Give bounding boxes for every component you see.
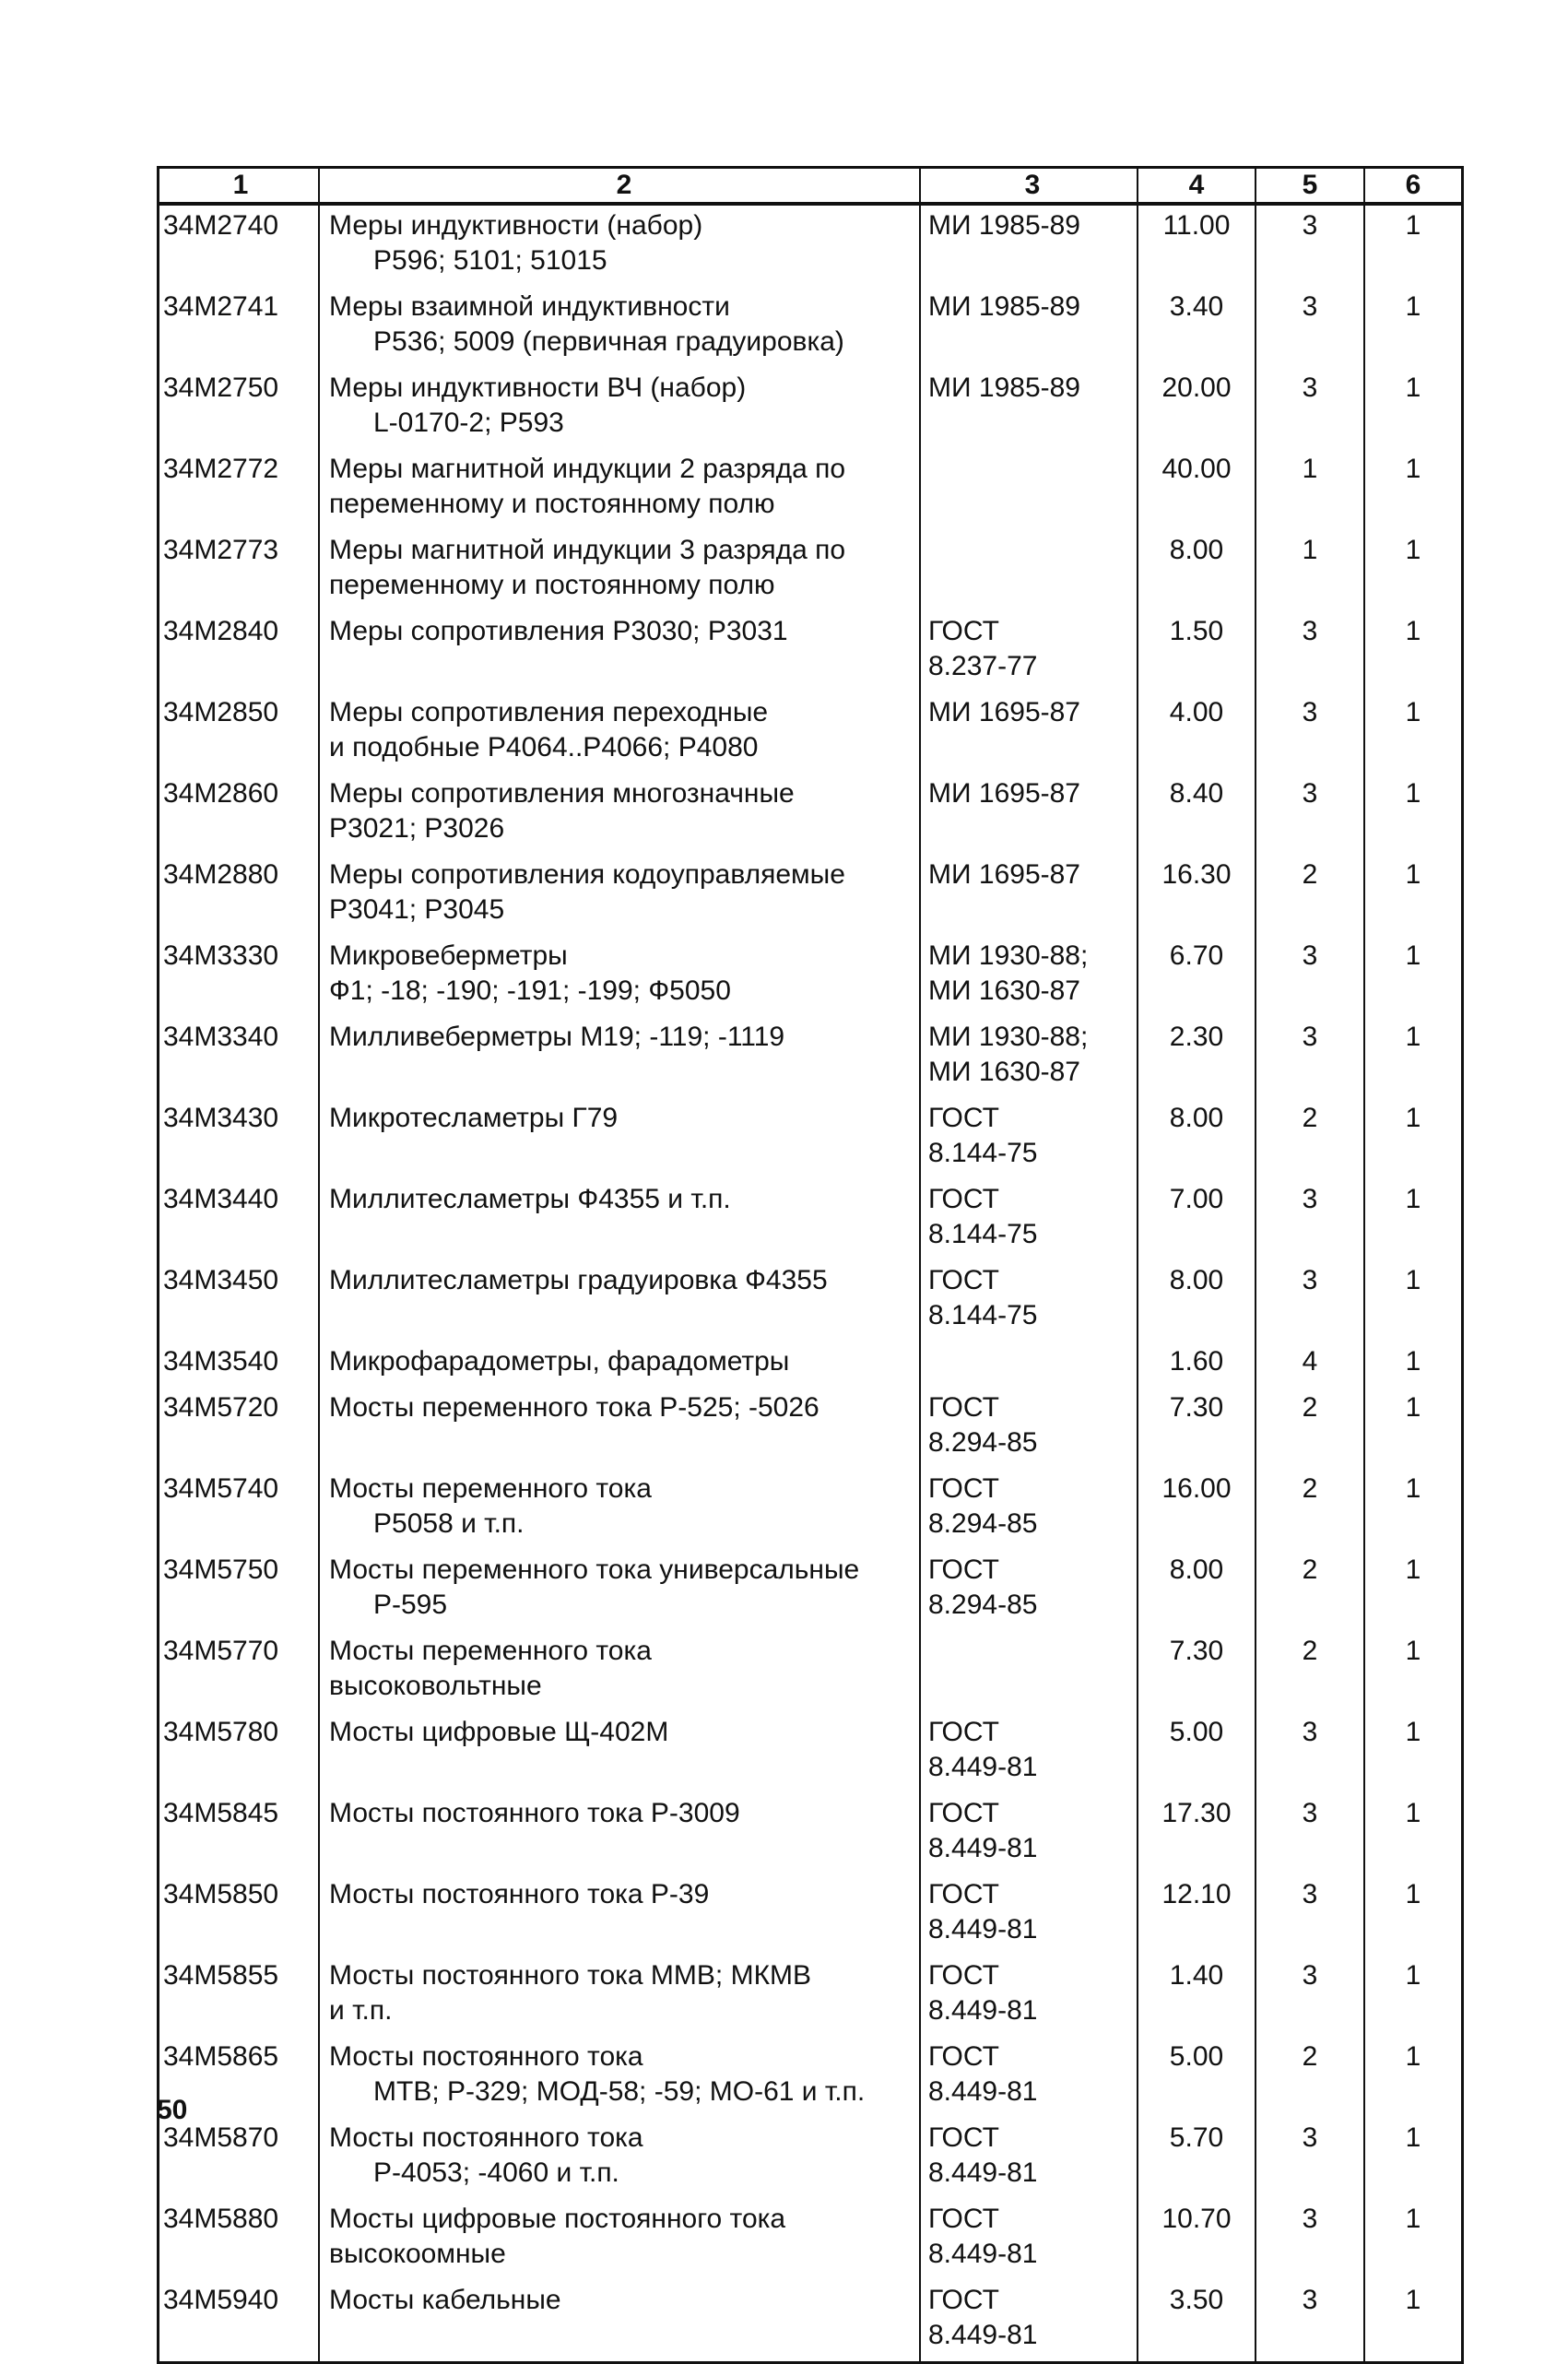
item-standard [921, 1631, 1138, 1712]
item-standard-line: 8.449-81 [928, 2076, 1038, 2107]
item-name-line: Меры индуктивности (набор) [329, 210, 703, 241]
item-name-line: Меры взаимной индуктивности [329, 291, 730, 322]
item-code: 34M5770 [159, 1631, 320, 1712]
item-code: 34M5750 [159, 1550, 320, 1631]
item-code: 34M2880 [159, 855, 320, 936]
item-code: 34M5865 [159, 2037, 320, 2118]
item-price: 2.30 [1138, 1017, 1256, 1098]
item-name [320, 1098, 921, 1179]
item-name-line: Мосты постоянного тока P-39 [329, 1879, 710, 1909]
item-name-line: P536; 5009 (первичная градуировка) [373, 326, 844, 357]
item-standard [921, 1179, 1138, 1260]
item-name-line: и подобные P4064..P4066; P4080 [329, 732, 759, 762]
item-name-line: Мосты постоянного тока ММВ; МКМВ [329, 1960, 812, 1991]
item-col-5: 3 [1256, 2280, 1365, 2361]
table-row [159, 206, 1461, 287]
item-col-5: 3 [1256, 1712, 1365, 1793]
item-col-6: 1 [1405, 1184, 1421, 1214]
item-col-5: 1 [1256, 530, 1365, 611]
item-col-5: 2 [1256, 1550, 1365, 1631]
item-code: 34M5720 [159, 1388, 320, 1469]
item-standard-line: 8.237-77 [928, 651, 1038, 681]
item-standard-line: ГОСТ [928, 1879, 999, 1909]
item-price: 3.40 [1138, 287, 1256, 368]
item-price: 7.30 [1138, 1388, 1256, 1469]
item-standard [921, 1550, 1138, 1631]
item-standard [921, 2199, 1138, 2280]
item-standard [921, 287, 1138, 368]
item-name-line: P3021; P3026 [329, 813, 505, 844]
item-standard-line: МИ 1930-88; [928, 940, 1089, 971]
item-name-line: Мосты переменного тока P-525; -5026 [329, 1392, 819, 1423]
item-col-6: 1 [1405, 1022, 1421, 1052]
item-name [320, 287, 921, 368]
item-col-6: 1 [1405, 210, 1421, 241]
table-row [159, 2280, 1461, 2361]
item-standard-line: 8.449-81 [928, 2320, 1038, 2350]
item-col-6: 1 [1405, 859, 1421, 890]
item-col-5: 3 [1256, 1260, 1365, 1342]
item-standard-line: МИ 1630-87 [928, 975, 1080, 1006]
item-col-5: 2 [1256, 1388, 1365, 1469]
item-code: 34M3540 [159, 1342, 320, 1388]
item-code: 34M3430 [159, 1098, 320, 1179]
item-name-line: Мосты кабельные [329, 2285, 561, 2315]
item-name [320, 1956, 921, 2037]
item-name [320, 2199, 921, 2280]
table-row [159, 1342, 1461, 1388]
item-standard-line: ГОСТ [928, 1184, 999, 1214]
item-standard-line: ГОСТ [928, 2204, 999, 2234]
item-name-line: Мосты постоянного тока [329, 2041, 643, 2072]
item-col-6: 1 [1405, 1879, 1421, 1909]
table-row [159, 1179, 1461, 1260]
item-col-5: 3 [1256, 1017, 1365, 1098]
item-col-5: 2 [1256, 1469, 1365, 1550]
item-col-6: 1 [1405, 1798, 1421, 1828]
item-col-5: 1 [1256, 449, 1365, 530]
item-standard [921, 1017, 1138, 1098]
item-standard [921, 1388, 1138, 1469]
item-col-5: 3 [1256, 774, 1365, 855]
table-row [159, 1017, 1461, 1098]
item-standard-line: МИ 1695-87 [928, 697, 1080, 727]
item-name-line: Меры сопротивления P3030; P3031 [329, 616, 788, 646]
item-standard [921, 692, 1138, 774]
item-standard-line: МИ 1695-87 [928, 778, 1080, 809]
item-code: 34M2741 [159, 287, 320, 368]
item-code: 34M5740 [159, 1469, 320, 1550]
item-standard-line: 8.449-81 [928, 2157, 1038, 2188]
item-price: 4.00 [1138, 692, 1256, 774]
table-row [159, 611, 1461, 692]
header-col-6: 6 [1405, 170, 1421, 200]
item-col-6: 1 [1405, 291, 1421, 322]
item-name [320, 1712, 921, 1793]
item-col-6: 1 [1405, 1960, 1421, 1991]
item-col-5: 3 [1256, 368, 1365, 449]
item-price: 11.00 [1138, 206, 1256, 287]
price-table [157, 166, 1464, 2364]
item-name-line: Меры сопротивления многозначные [329, 778, 795, 809]
item-code: 34M5850 [159, 1874, 320, 1956]
item-standard [921, 1260, 1138, 1342]
page-number: 50 [157, 2095, 188, 2125]
item-name [320, 1388, 921, 1469]
item-standard-line: ГОСТ [928, 2041, 999, 2072]
item-price: 10.70 [1138, 2199, 1256, 2280]
item-standard [921, 1712, 1138, 1793]
item-standard-line: 8.294-85 [928, 1508, 1038, 1539]
header-col-4: 4 [1138, 169, 1256, 202]
item-code: 34M3450 [159, 1260, 320, 1342]
item-name [320, 1469, 921, 1550]
item-col-5: 3 [1256, 1956, 1365, 2037]
item-standard [921, 206, 1138, 287]
item-code: 34M2740 [159, 206, 320, 287]
item-standard [921, 1874, 1138, 1956]
item-standard-line: 8.294-85 [928, 1590, 1038, 1620]
item-price: 8.00 [1138, 1098, 1256, 1179]
item-col-6: 1 [1405, 697, 1421, 727]
item-name-line: Меры индуктивности ВЧ (набор) [329, 372, 747, 403]
item-col-5: 3 [1256, 287, 1365, 368]
item-price: 8.40 [1138, 774, 1256, 855]
header-col-5: 5 [1256, 169, 1365, 202]
item-name-line: переменному и постоянному полю [329, 570, 775, 600]
item-standard-line: ГОСТ [928, 1265, 999, 1295]
item-price: 8.00 [1138, 1260, 1256, 1342]
item-col-6: 1 [1405, 2285, 1421, 2315]
item-name [320, 1550, 921, 1631]
item-name [320, 1179, 921, 1260]
item-standard [921, 449, 1138, 530]
table-row [159, 774, 1461, 855]
item-standard [921, 1793, 1138, 1874]
item-standard-line: ГОСТ [928, 1798, 999, 1828]
item-col-5: 3 [1256, 1874, 1365, 1956]
table-body [159, 206, 1461, 2361]
item-col-6: 1 [1405, 1717, 1421, 1747]
item-name [320, 1874, 921, 1956]
item-name-line: Меры сопротивления кодоуправляемые [329, 859, 845, 890]
item-standard-line: МИ 1985-89 [928, 210, 1080, 241]
header-col-3: 3 [921, 169, 1138, 202]
item-standard [921, 2280, 1138, 2361]
item-standard-line: 8.144-75 [928, 1219, 1038, 1249]
table-row [159, 1260, 1461, 1342]
item-code: 34M5845 [159, 1793, 320, 1874]
item-standard-line: МИ 1695-87 [928, 859, 1080, 890]
item-name [320, 206, 921, 287]
item-name [320, 1631, 921, 1712]
table-row [159, 1550, 1461, 1631]
item-col-6: 1 [1405, 1265, 1421, 1295]
item-name-line: P3041; P3045 [329, 894, 505, 925]
item-name [320, 692, 921, 774]
item-name [320, 368, 921, 449]
item-price: 7.30 [1138, 1631, 1256, 1712]
item-price: 1.40 [1138, 1956, 1256, 2037]
item-col-5: 3 [1256, 611, 1365, 692]
item-col-5: 3 [1256, 206, 1365, 287]
item-standard-line: 8.449-81 [928, 1833, 1038, 1863]
item-standard-line: 8.294-85 [928, 1427, 1038, 1458]
item-name-line: Мосты цифровые Щ-402M [329, 1717, 669, 1747]
item-name [320, 449, 921, 530]
item-name-line: Микрофарадометры, фарадометры [329, 1346, 790, 1377]
item-standard-line: 8.449-81 [928, 1995, 1038, 2026]
table-header-row [159, 169, 1461, 206]
item-standard-line: МИ 1985-89 [928, 372, 1080, 403]
item-col-5: 2 [1256, 1098, 1365, 1179]
item-name [320, 855, 921, 936]
table-row [159, 1469, 1461, 1550]
item-standard [921, 855, 1138, 936]
item-standard-line: ГОСТ [928, 616, 999, 646]
item-price: 8.00 [1138, 530, 1256, 611]
item-name-line: P-595 [373, 1590, 448, 1620]
item-price: 40.00 [1138, 449, 1256, 530]
item-standard-line: 8.449-81 [928, 1752, 1038, 1782]
item-standard [921, 774, 1138, 855]
item-col-5: 2 [1256, 2037, 1365, 2118]
item-price: 1.50 [1138, 611, 1256, 692]
item-col-5: 3 [1256, 1179, 1365, 1260]
table-row [159, 2199, 1461, 2280]
item-standard-line: ГОСТ [928, 2122, 999, 2153]
item-code: 34M2860 [159, 774, 320, 855]
item-standard [921, 1469, 1138, 1550]
item-name-line: L-0170-2; P593 [373, 408, 564, 438]
item-col-6: 1 [1405, 454, 1421, 484]
item-standard-line: ГОСТ [928, 1473, 999, 1504]
item-name-line: P5058 и т.п. [373, 1508, 525, 1539]
item-standard-line: ГОСТ [928, 2285, 999, 2315]
item-name [320, 1342, 921, 1388]
item-name [320, 1793, 921, 1874]
item-col-5: 3 [1256, 692, 1365, 774]
item-name-line: Мосты постоянного тока P-3009 [329, 1798, 740, 1828]
item-name [320, 530, 921, 611]
item-price: 6.70 [1138, 936, 1256, 1017]
table-row [159, 368, 1461, 449]
item-code: 34M3340 [159, 1017, 320, 1098]
item-col-6: 1 [1405, 1346, 1421, 1377]
item-name [320, 1017, 921, 1098]
item-standard-line: ГОСТ [928, 1392, 999, 1423]
item-name-line: Мосты переменного тока универсальные [329, 1554, 860, 1585]
item-code: 34M5855 [159, 1956, 320, 2037]
item-standard-line: МИ 1930-88; [928, 1022, 1089, 1052]
item-col-6: 1 [1405, 2041, 1421, 2072]
item-name-line: Мосты переменного тока [329, 1473, 652, 1504]
item-name-line: МТВ; P-329; МОД-58; -59; МО-61 и т.п. [373, 2076, 866, 2107]
item-price: 1.60 [1138, 1342, 1256, 1388]
item-standard-line: 8.144-75 [928, 1138, 1038, 1168]
item-name [320, 2037, 921, 2118]
item-price: 17.30 [1138, 1793, 1256, 1874]
item-price: 7.00 [1138, 1179, 1256, 1260]
item-price: 8.00 [1138, 1550, 1256, 1631]
item-price: 5.00 [1138, 2037, 1256, 2118]
item-price: 5.00 [1138, 1712, 1256, 1793]
item-name [320, 774, 921, 855]
item-standard [921, 1342, 1138, 1388]
table-row [159, 2037, 1461, 2118]
table-row [159, 1874, 1461, 1956]
item-col-6: 1 [1405, 2122, 1421, 2153]
item-code: 34M2773 [159, 530, 320, 611]
item-name-line: и т.п. [329, 1995, 393, 2026]
item-code: 34M2750 [159, 368, 320, 449]
item-code: 34M2850 [159, 692, 320, 774]
item-standard-line: ГОСТ [928, 1554, 999, 1585]
table-row [159, 287, 1461, 368]
item-standard-line: 8.449-81 [928, 2239, 1038, 2269]
item-col-5: 2 [1256, 1631, 1365, 1712]
item-standard [921, 936, 1138, 1017]
item-col-5: 3 [1256, 1793, 1365, 1874]
item-name-line: Миллитесламетры градуировка Ф4355 [329, 1265, 828, 1295]
item-code: 34M5940 [159, 2280, 320, 2361]
item-code: 34M5880 [159, 2199, 320, 2280]
item-price: 12.10 [1138, 1874, 1256, 1956]
item-col-6: 1 [1405, 1103, 1421, 1133]
item-name-line: Мосты постоянного тока [329, 2122, 643, 2153]
item-price: 16.00 [1138, 1469, 1256, 1550]
header-col-1: 1 [159, 169, 320, 202]
table-row [159, 855, 1461, 936]
item-standard-line: ГОСТ [928, 1717, 999, 1747]
item-code: 34M2840 [159, 611, 320, 692]
item-standard-line: МИ 1985-89 [928, 291, 1080, 322]
item-col-6: 1 [1405, 616, 1421, 646]
item-code: 34M3440 [159, 1179, 320, 1260]
item-price: 16.30 [1138, 855, 1256, 936]
item-col-5: 3 [1256, 2199, 1365, 2280]
item-code: 34M5780 [159, 1712, 320, 1793]
table-row [159, 1956, 1461, 2037]
item-standard-line: МИ 1630-87 [928, 1057, 1080, 1087]
item-standard [921, 2037, 1138, 2118]
item-standard-line: ГОСТ [928, 1103, 999, 1133]
item-code: 34M2772 [159, 449, 320, 530]
item-standard [921, 1098, 1138, 1179]
item-col-6: 1 [1405, 940, 1421, 971]
item-name-line: переменному и постоянному полю [329, 489, 775, 519]
item-col-6: 1 [1405, 1473, 1421, 1504]
item-name-line: Мосты переменного тока [329, 1636, 652, 1666]
item-standard [921, 2118, 1138, 2199]
item-standard-line: 8.144-75 [928, 1300, 1038, 1330]
item-col-6: 1 [1405, 1554, 1421, 1585]
table-row [159, 530, 1461, 611]
item-name [320, 2118, 921, 2199]
item-price: 3.50 [1138, 2280, 1256, 2361]
item-standard [921, 1956, 1138, 2037]
item-price: 5.70 [1138, 2118, 1256, 2199]
table-row [159, 936, 1461, 1017]
item-name-line: Меры магнитной индукции 3 разряда по [329, 535, 846, 565]
item-col-6: 1 [1405, 778, 1421, 809]
item-name-line: Меры сопротивления переходные [329, 697, 769, 727]
item-col-6: 1 [1405, 1636, 1421, 1666]
item-name-line: Микровеберметры [329, 940, 568, 971]
item-name-line: Милливеберметры M19; -119; -1119 [329, 1022, 785, 1052]
table-row [159, 1631, 1461, 1712]
table-row [159, 2118, 1461, 2199]
item-standard-line: 8.449-81 [928, 1914, 1038, 1944]
table-row [159, 1388, 1461, 1469]
item-name-line: Мосты цифровые постоянного тока [329, 2204, 786, 2234]
item-code: 34M3330 [159, 936, 320, 1017]
table-row [159, 1793, 1461, 1874]
item-name [320, 1260, 921, 1342]
item-price: 20.00 [1138, 368, 1256, 449]
item-name-line: Меры магнитной индукции 2 разряда по [329, 454, 846, 484]
item-col-6: 1 [1405, 2204, 1421, 2234]
item-name-line: Ф1; -18; -190; -191; -199; Ф5050 [329, 975, 731, 1006]
item-name-line: высокоомные [329, 2239, 506, 2269]
item-col-5: 3 [1256, 936, 1365, 1017]
table-row [159, 449, 1461, 530]
item-name [320, 936, 921, 1017]
item-name-line: Миллитесламетры Ф4355 и т.п. [329, 1184, 731, 1214]
item-standard [921, 611, 1138, 692]
table-row [159, 1098, 1461, 1179]
item-name-line: P596; 5101; 51015 [373, 245, 607, 276]
item-name-line: Микротесламетры Г79 [329, 1103, 619, 1133]
item-col-5: 2 [1256, 855, 1365, 936]
item-col-6: 1 [1405, 372, 1421, 403]
item-name [320, 2280, 921, 2361]
item-col-6: 1 [1405, 535, 1421, 565]
item-name-line: высоковольтные [329, 1671, 542, 1701]
table-row [159, 1712, 1461, 1793]
item-name-line: P-4053; -4060 и т.п. [373, 2157, 619, 2188]
item-col-6: 1 [1405, 1392, 1421, 1423]
item-standard [921, 368, 1138, 449]
item-col-5: 3 [1256, 2118, 1365, 2199]
item-name [320, 611, 921, 692]
item-standard-line: ГОСТ [928, 1960, 999, 1991]
item-code: 34M5870 [159, 2118, 320, 2199]
item-standard [921, 530, 1138, 611]
header-col-2: 2 [320, 169, 921, 202]
item-col-5: 4 [1256, 1342, 1365, 1388]
table-row [159, 692, 1461, 774]
